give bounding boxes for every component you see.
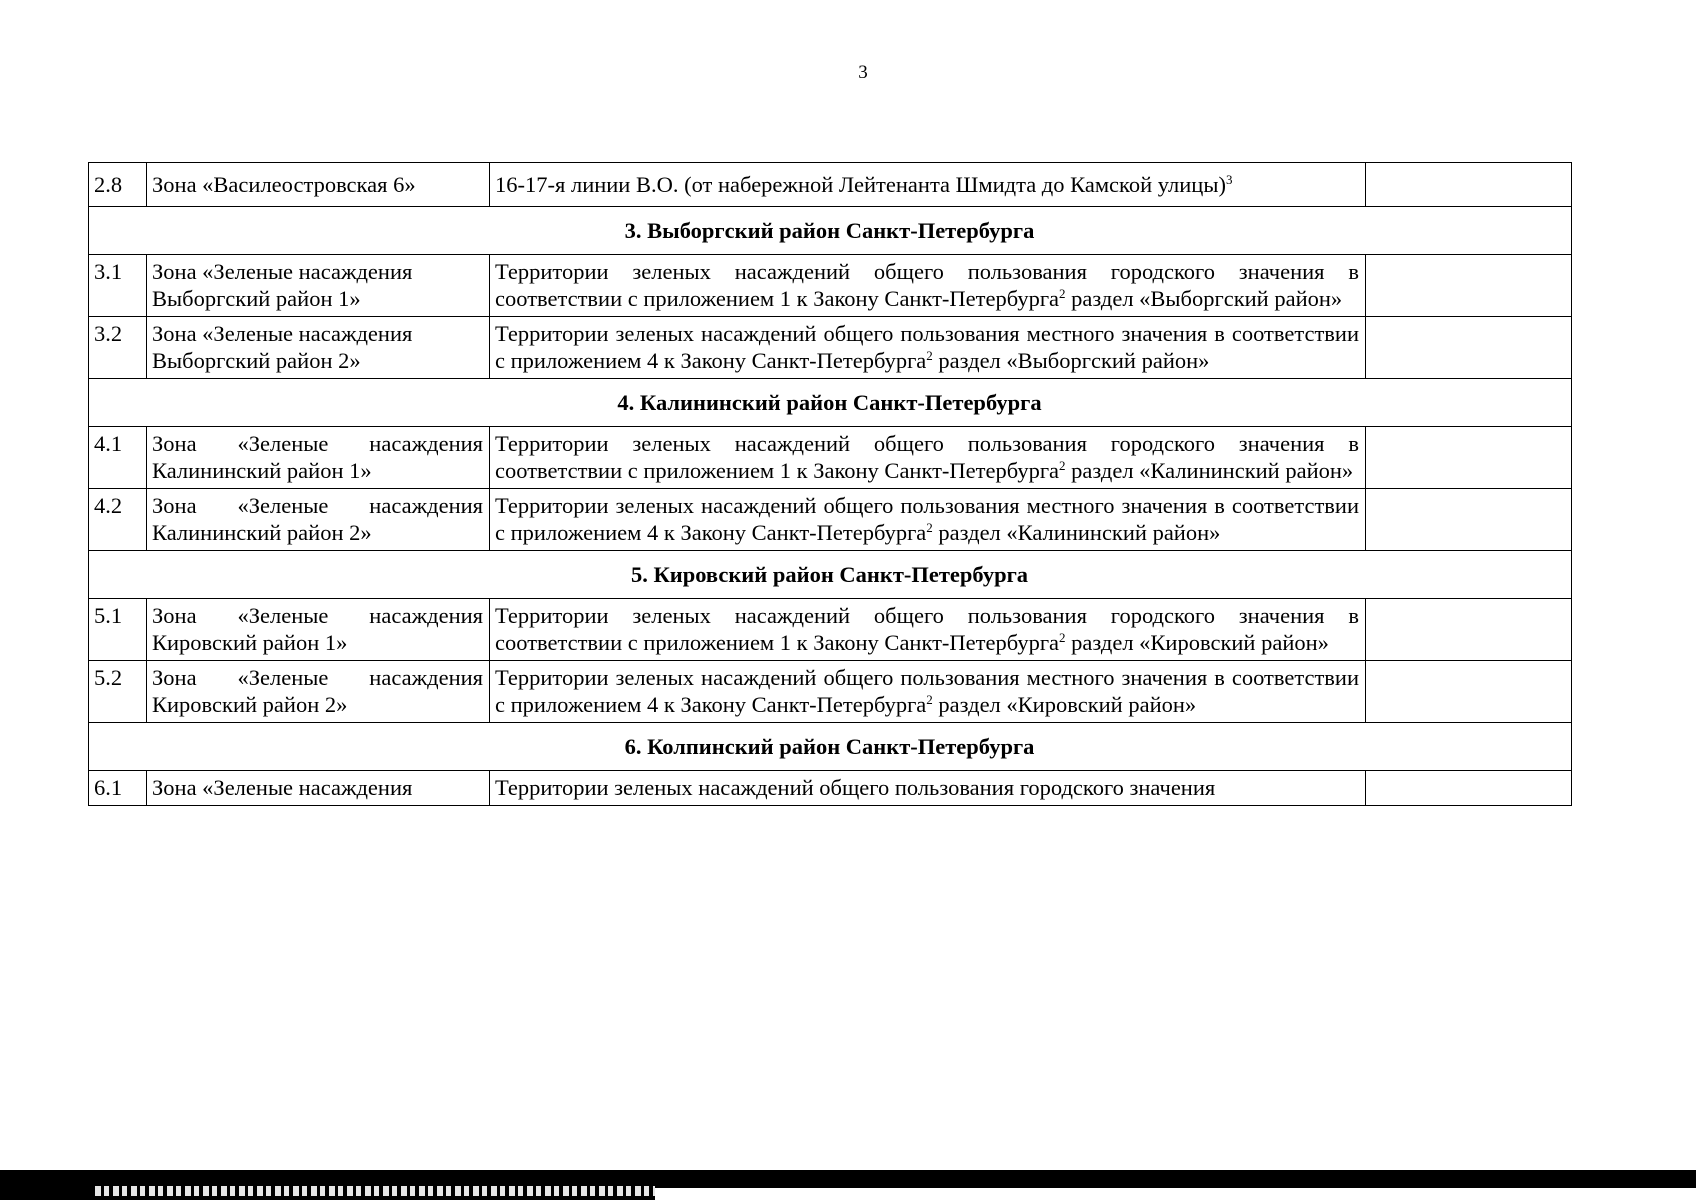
zone-name: Зона «Зеленые насаждения Выборгский район 2» (147, 317, 490, 379)
section-heading-row (89, 551, 1572, 599)
description-text: Территории зеленых насаждений общего пользования местного значения в соответствии с приложением 4 к Закону Санкт-Петербурга (495, 321, 1359, 373)
zone-name: Зона «Зеленые насаждения Кировский район 2» (147, 661, 490, 723)
row-number: 5.2 (89, 661, 147, 723)
note-cell (1366, 599, 1572, 661)
table-row (89, 599, 1572, 661)
description-text: Территории зеленых насаждений общего пользования местного значения в соответствии с приложением 4 к Закону Санкт-Петербурга (495, 493, 1359, 545)
note-cell (1366, 317, 1572, 379)
note-cell (1366, 661, 1572, 723)
zone-name: Зона «Зеленые насаждения Кировский район 1» (147, 599, 490, 661)
note-cell (1366, 255, 1572, 317)
description-section: раздел «Калининский район» (1065, 458, 1354, 483)
note-cell (1366, 163, 1572, 207)
section-heading: 3. Выборгский район Санкт-Петербурга (89, 207, 1572, 255)
row-number: 3.2 (89, 317, 147, 379)
zones-table (88, 162, 1572, 806)
description-section: раздел «Калининский район» (932, 520, 1221, 545)
zone-description: Территории зеленых насаждений общего пользования городского значения (490, 771, 1366, 806)
zone-description (490, 255, 1366, 317)
row-number: 4.1 (89, 427, 147, 489)
description-text: Территории зеленых насаждений общего пользования городского значения в соответствии с приложением 1 к Закону Санкт-Петербурга (495, 431, 1359, 483)
section-heading-row (89, 379, 1572, 427)
table-row (89, 317, 1572, 379)
description-text: Территории зеленых насаждений общего пользования местного значения в соответствии с приложением 4 к Закону Санкт-Петербурга (495, 665, 1359, 717)
zone-name: Зона «Зеленые насаждения Калининский район 1» (147, 427, 490, 489)
scan-white-strip (655, 1188, 1696, 1200)
row-number: 5.1 (89, 599, 147, 661)
description-section: раздел «Выборгский район» (932, 348, 1210, 373)
zone-description (490, 489, 1366, 551)
footnote-ref: 3 (1225, 172, 1233, 187)
scan-edge-artifact (0, 1170, 1696, 1200)
section-heading-row (89, 207, 1572, 255)
zone-description (490, 599, 1366, 661)
description-text: Территории зеленых насаждений общего пользования городского значения в соответствии с приложением 1 к Закону Санкт-Петербурга (495, 603, 1359, 655)
zone-name: Зона «Зеленые насаждения Выборгский район 1» (147, 255, 490, 317)
note-cell (1366, 489, 1572, 551)
table-row (89, 427, 1572, 489)
description-text: 16-17-я линии В.О. (от набережной Лейтенанта Шмидта до Камской улицы) (495, 172, 1226, 197)
footnote-ref: 2 (1059, 458, 1066, 473)
footnote-ref: 2 (926, 348, 933, 363)
note-cell (1366, 771, 1572, 806)
description-section: раздел «Кировский район» (1065, 630, 1329, 655)
description-section: раздел «Кировский район» (932, 692, 1197, 717)
table-row (89, 255, 1572, 317)
section-heading: 5. Кировский район Санкт-Петербурга (89, 551, 1572, 599)
table-row (89, 489, 1572, 551)
description-section: раздел «Выборгский район» (1065, 286, 1343, 311)
zone-description (490, 661, 1366, 723)
description-text: Территории зеленых насаждений общего пользования городского значения в соответствии с приложением 1 к Закону Санкт-Петербурга (495, 259, 1359, 311)
zone-name: Зона «Василеостровская 6» (147, 163, 490, 207)
footnote-ref: 2 (926, 692, 933, 707)
zone-name: Зона «Зеленые насаждения (147, 771, 490, 806)
table-row (89, 661, 1572, 723)
note-cell (1366, 427, 1572, 489)
section-heading-row (89, 723, 1572, 771)
row-number: 4.2 (89, 489, 147, 551)
zone-description (490, 317, 1366, 379)
scan-noise (95, 1186, 655, 1196)
row-number: 3.1 (89, 255, 147, 317)
section-heading: 6. Колпинский район Санкт-Петербурга (89, 723, 1572, 771)
footnote-ref: 2 (926, 520, 933, 535)
table-row (89, 163, 1572, 207)
page-number: 3 (858, 62, 868, 83)
table-row (89, 771, 1572, 806)
zone-description (490, 163, 1366, 207)
section-heading: 4. Калининский район Санкт-Петербурга (89, 379, 1572, 427)
zone-description (490, 427, 1366, 489)
row-number: 6.1 (89, 771, 147, 806)
footnote-ref: 2 (1059, 630, 1066, 645)
footnote-ref: 2 (1059, 286, 1066, 301)
row-number: 2.8 (89, 163, 147, 207)
zone-name: Зона «Зеленые насаждения Калининский район 2» (147, 489, 490, 551)
